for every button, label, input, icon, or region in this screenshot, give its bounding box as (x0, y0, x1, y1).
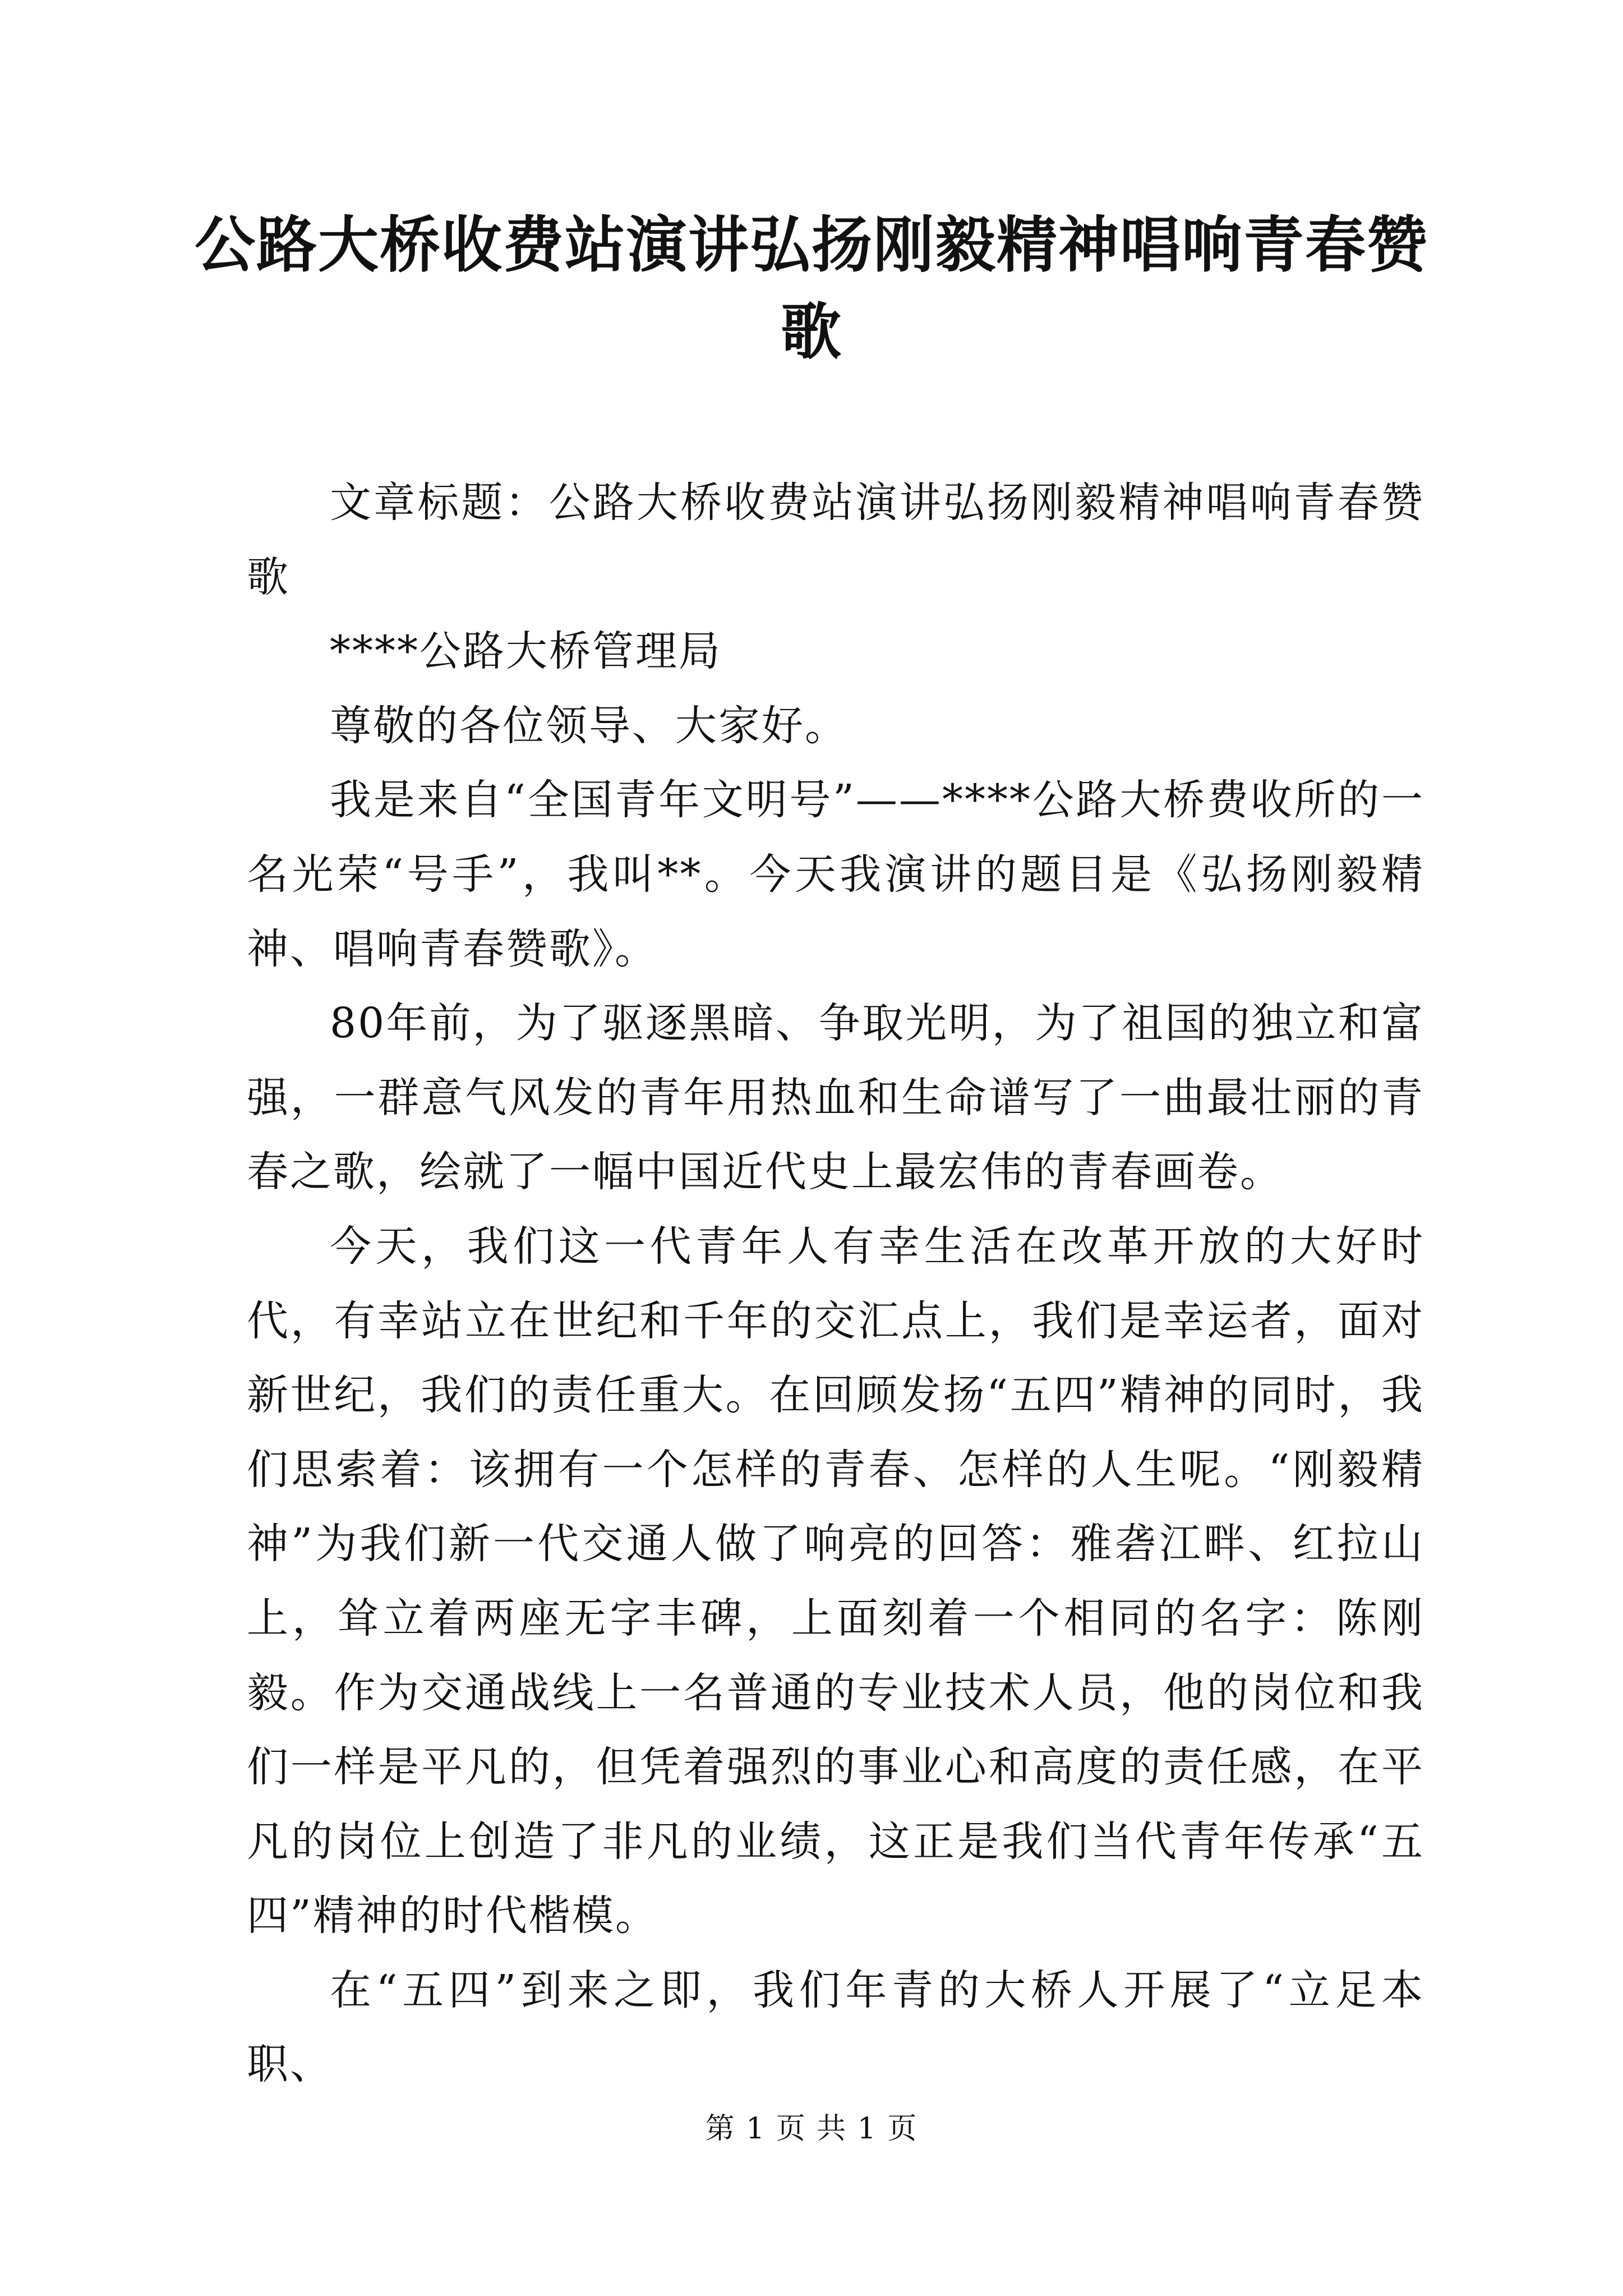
paragraph-today: 今天，我们这一代青年人有幸生活在改革开放的大好时代，有幸站立在世纪和千年的交汇点上，我们是幸运者，面对新世纪，我们的责任重大。在回顾发扬“五四”精神的同时，我们思索着：该拥有一个怎样的青春、怎样的人生呢。“刚毅精神”为我们新一代交通人做了响亮的回答：雅砻江畔、红拉山上，耸立着两座无字丰碑，上面刻着一个相同的名字：陈刚毅。作为交通战线上一名普通的专业技术人员，他的岗位和我们一样是平凡的，但凭着强烈的事业心和高度的责任感，在平凡的岗位上创造了非凡的业绩，这正是我们当代青年传承“五四”精神的时代楷模。 (247, 1222, 1424, 1940)
document-body (247, 466, 1424, 2102)
paragraph-article-title: 文章标题：公路大桥收费站演讲弘扬刚毅精神唱响青春赞歌 (247, 478, 1424, 601)
paragraph-organization: ****公路大桥管理局 (330, 627, 722, 676)
page-footer: 第 1 页 共 1 页 (705, 2112, 918, 2146)
document-title: 公路大桥收费站演讲弘扬刚毅精神唱响青春赞歌 (194, 210, 1428, 367)
paragraph-history: 80年前，为了驱逐黑暗、争取光明，为了祖国的独立和富强，一群意气风发的青年用热血和生命谱写了一曲最壮丽的青春之歌，绘就了一幅中国近代史上最宏伟的青春画卷。 (247, 999, 1424, 1197)
paragraph-may-fourth: 在“五四”到来之即，我们年青的大桥人开展了“立足本职、 (247, 1966, 1424, 2089)
paragraph-greeting: 尊敬的各位领导、大家好。 (330, 701, 848, 750)
paragraph-introduction: 我是来自“全国青年文明号”——****公路大桥费收所的一名光荣“号手”，我叫**。今天我演讲的题目是《弘扬刚毅精神、唱响青春赞歌》。 (247, 776, 1424, 973)
